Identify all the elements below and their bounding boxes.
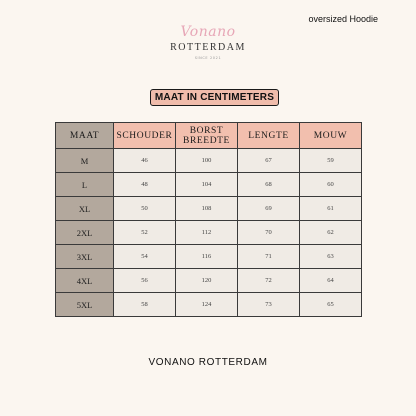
table-cell: 120 <box>176 269 238 293</box>
table-row <box>56 293 362 317</box>
table-cell: 46 <box>114 149 176 173</box>
table-header-row <box>56 123 362 149</box>
table-cell: 112 <box>176 221 238 245</box>
table-cell: 71 <box>238 245 300 269</box>
logo-script-text: Vonano <box>180 24 236 40</box>
header-lengte: LENGTE <box>238 123 300 149</box>
table-cell: 64 <box>300 269 362 293</box>
table-cell: 61 <box>300 197 362 221</box>
table-cell: 124 <box>176 293 238 317</box>
size-label: XL <box>56 197 114 221</box>
size-label: 2XL <box>56 221 114 245</box>
table-cell: 60 <box>300 173 362 197</box>
table-cell: 65 <box>300 293 362 317</box>
table-row <box>56 221 362 245</box>
footer-brand: VONANO ROTTERDAM <box>148 357 268 368</box>
table-cell: 68 <box>238 173 300 197</box>
table-row <box>56 173 362 197</box>
logo-name-text: ROTTERDAM <box>170 42 246 53</box>
logo-tagline: SINCE 2021 <box>194 56 222 60</box>
table-cell: 48 <box>114 173 176 197</box>
table-cell: 63 <box>300 245 362 269</box>
table-cell: 69 <box>238 197 300 221</box>
size-chart-title: MAAT IN CENTIMETERS <box>150 89 279 106</box>
header-mouw: MOUW <box>300 123 362 149</box>
table-cell: 67 <box>238 149 300 173</box>
size-label: M <box>56 149 114 173</box>
product-label: oversized Hoodie <box>308 14 378 24</box>
table-row <box>56 269 362 293</box>
table-cell: 52 <box>114 221 176 245</box>
table-cell: 100 <box>176 149 238 173</box>
table-row <box>56 245 362 269</box>
size-label: 5XL <box>56 293 114 317</box>
header-maat: MAAT <box>56 123 114 149</box>
table-cell: 70 <box>238 221 300 245</box>
table-cell: 104 <box>176 173 238 197</box>
table-cell: 116 <box>176 245 238 269</box>
table-cell: 58 <box>114 293 176 317</box>
table-cell: 56 <box>114 269 176 293</box>
table-cell: 73 <box>238 293 300 317</box>
size-label: L <box>56 173 114 197</box>
table-cell: 59 <box>300 149 362 173</box>
table-cell: 108 <box>176 197 238 221</box>
header-borst-breedte: BORST BREEDTE <box>176 123 238 149</box>
size-table <box>55 122 362 317</box>
header-schouder: SCHOUDER <box>114 123 176 149</box>
table-cell: 54 <box>114 245 176 269</box>
size-label: 4XL <box>56 269 114 293</box>
brand-logo <box>160 24 256 78</box>
table-row <box>56 197 362 221</box>
size-label: 3XL <box>56 245 114 269</box>
table-cell: 72 <box>238 269 300 293</box>
table-cell: 62 <box>300 221 362 245</box>
table-row <box>56 149 362 173</box>
table-cell: 50 <box>114 197 176 221</box>
